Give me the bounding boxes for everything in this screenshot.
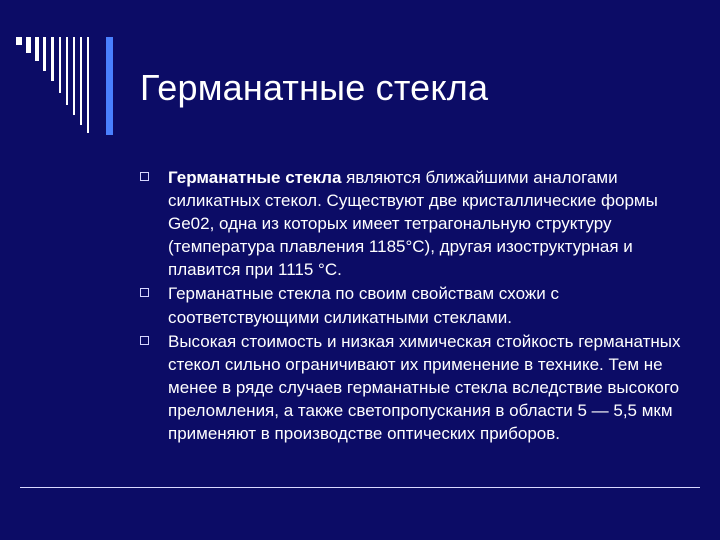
stripe <box>59 37 61 93</box>
stripe <box>35 37 39 61</box>
stripe <box>26 37 31 53</box>
decorative-stripes <box>16 37 126 137</box>
bullet-item <box>140 282 700 328</box>
bullet-text: Высокая стоимость и низкая химическая стойкость германатных стекол сильно ограничивают их применение в технике. Тем не менее в ряде случаев германатные стекла вследствие высокого преломления, а также светопропускания в области 5 — 5,5 мкм применяют в производстве оптических приборов. <box>168 331 681 444</box>
horizontal-rule <box>20 487 700 488</box>
hollow-square-icon <box>140 288 149 297</box>
stripe <box>16 37 22 45</box>
bullet-item <box>140 166 700 281</box>
stripe <box>43 37 46 71</box>
hollow-square-icon <box>140 336 149 345</box>
stripe <box>80 37 82 125</box>
stripe <box>87 37 89 133</box>
bullet-strong-text: Германатные стекла <box>168 168 342 187</box>
bullet-text: Германатные стекла по своим свойствам схожи с соответствующими силикатными стеклами. <box>168 284 559 327</box>
hollow-square-icon <box>140 172 149 181</box>
bullet-list <box>140 166 700 446</box>
bullet-text: являются ближайшими аналогами силикатных стекол. Существуют две кристаллические формы Ge02, одна из которых имеет тетрагональную структуру (температура плавления 1185°С), другая изоструктурная и плавится при 1115 °С. <box>168 168 658 280</box>
stripe <box>66 37 68 105</box>
slide-title: Германатные стекла <box>140 67 489 108</box>
stripe <box>51 37 54 81</box>
bullet-item <box>140 330 700 445</box>
stripe-blue <box>106 37 113 135</box>
stripe <box>73 37 75 115</box>
